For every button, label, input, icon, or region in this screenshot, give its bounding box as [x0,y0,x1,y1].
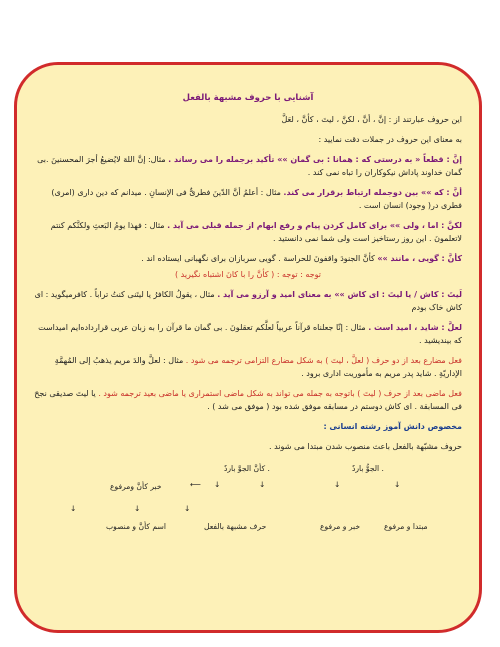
layta-body: مثال ، یقولُ الکافرُ یا لیتَنی کنتُ تراباً . کافرمیگوید : ای کاش خاک بودم [34,290,462,312]
kaanna-body: کأنَّ الجنودَ واقفونَ للحراسة . گویی سربازان برای نگهبانی ایستاده اند . [141,254,375,263]
paragraph-layta [34,288,462,314]
paragraph-anna [34,186,462,212]
arrow-down-icon: ↓ [334,480,341,489]
arrow-down-icon: ↓ [394,480,401,489]
kaanna-heading: کأنَّ : گویی ، مانند »» [377,254,462,263]
arrow-left-icon: ⟵ [190,480,201,489]
harf-mushabbaha-label: حرف مشبهة بالفعل [204,522,267,531]
khabar-marfu-label: خبر و مرفوع [320,522,361,531]
mudari-example: مثال : لعلَّ والدَ مریم یذهبُ إلی المُهمَّةِ الإداریّةِ . شاید پدر مریم به مأموریت اداری برود . [54,356,462,378]
paragraph-madi [34,387,462,413]
inna-heading: إنَّ : قطعاً « به درستی که : همانا : بی گمان »» تأکید برجمله را می رساند . [168,155,462,164]
inna-body: مثال: إنَّ اللهَ لایُضیعُ أجرَ المحسنینَ .بی گمان خداوند پاداش نیکوکاران را تباه نمی کند . [37,155,462,177]
laalla-body: مثال : إنّا جعلناه قرآناً عربیاً لعلَّکم تعقلونَ . بی گمان ما قرآن را به زبان عربی قرارداده‌ایم امیداست که بیندیشید . [38,323,462,345]
paragraph-mudari [34,354,462,380]
paragraph-kaanna [34,252,462,265]
arrow-down-icon: ↓ [70,504,77,513]
layta-heading: لَیتَ : کاش / یا لیتَ : ای کاش »» به معنای امید و آرزو می آید . [217,290,462,299]
page-title: آشنایی با حروف مشبهة بالفعل [182,93,314,103]
paragraph-laalla [34,321,462,347]
lakinna-heading: لکنَّ : اما ، ولی »» برای کامل کردن پیام و رفع ابهام از جمله قبلی می آید . [167,221,462,230]
arrow-down-icon: ↓ [214,480,221,489]
paragraph-inna [34,153,462,179]
document-content [34,92,462,540]
example-plain: الجوُّ باردٌ . [352,464,384,473]
laalla-heading: لعلَّ : شاید ، امید است . [368,323,462,332]
ism-kaanna-label: اسم کأنَّ و منصوب [106,522,166,531]
section-body: حروف مشبّهة بالفعل باعث منصوب شدن مبتدا می شوند . [269,442,462,451]
lakinna-body: مثال : فهذا یومُ البَعثِ ولکنَّکم کنتم لاتعلمونَ . این روز رستاخیز است ولی شما نمی دانستید . [50,221,462,243]
paragraph-lakinna [34,219,462,245]
example-kaanna: کأنَّ الجوَّ باردٌ . [224,464,270,473]
kaanna-note: توجه : توجه : ( کأنَّ را با کانَ اشتباه نگیرید ) [174,270,322,279]
khabar-kaanna-label: خبر کأنَّ ومرفوع [110,482,162,491]
madi-example: یا لیتَ صدیقی نجحَ فی المسابقة . ای کاش دوستم در مسابقه موفق شده بود ( موفق می شد ) . [34,389,462,411]
intro-line-2: به معنای این حروف در جملات دقت نمایید : [318,135,462,144]
madi-rule: فعل ماضی بعد از حرف ( لیتَ ) باتوجه به جمله می تواند به شکل ماضی استمراری یا ماضی بعید ترجمه شود . [98,389,462,398]
mubtada-marfu-label: مبتدا و مرفوع [384,522,428,531]
anna-heading: أنَّ : که »» بین دوجمله ارتباط برقرار می کند. [283,188,462,197]
arrow-down-icon: ↓ [134,504,141,513]
arrow-down-icon: ↓ [259,480,266,489]
grammar-diagram [34,460,462,540]
arrow-down-icon: ↓ [184,504,191,513]
section-heading: مخصوص دانش آموز رشته انسانی : [323,422,462,431]
anna-body: مثال : أعلمُ أنَّ الدّینَ فطریٌّ فی الإنسانِ . میدانم که دین داری (امری) فطری در( وجود) انسان است . [51,188,462,210]
mudari-rule: فعل مضارع بعد از دو حرف ( لعلَّ ، لیتَ ) به شکل مضارع التزامی ترجمه می شود . [185,356,462,365]
intro-line: این حروف عبارتند از : إنَّ ، أنَّ ، لکنَّ ، لیتَ ، کأنَّ ، لعَلَّ [281,115,462,124]
